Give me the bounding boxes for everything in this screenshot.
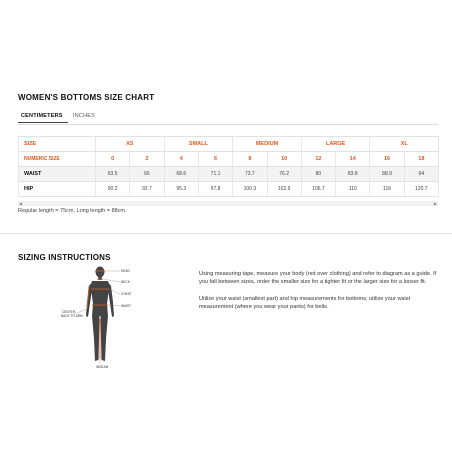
instructions-paragraph: Utilize your waist (smallest part) and hip measurements for bottoms; utilize your waist measurement (where you wear your pants) for belts. (199, 295, 411, 310)
figure-right-leg (101, 316, 109, 361)
figure-label-inseam: INSEAM (96, 365, 109, 369)
figure-right-arm (108, 282, 114, 317)
hip-row (19, 182, 439, 197)
hip-cell: 106.7 (301, 182, 335, 197)
hip-cell: 100.3 (233, 182, 267, 197)
hip-cell: 102.9 (267, 182, 301, 197)
numeric-size-label: NUMERIC SIZE (19, 152, 96, 167)
hip-cell: 116 (370, 182, 404, 197)
numeric-size-cell: 18 (404, 152, 438, 167)
size-xl: XL (370, 137, 439, 152)
waist-cell: 73.7 (233, 167, 267, 182)
waist-cell: 94 (404, 167, 438, 182)
section-divider (0, 233, 452, 234)
figure-label-waist: WAIST (121, 304, 131, 309)
size-header-label: SIZE (19, 137, 96, 152)
tab-centimeters[interactable]: CENTIMETERS (18, 111, 68, 123)
figure-label-center-back-2: BACK TO ARM (61, 314, 83, 318)
size-table (18, 136, 439, 197)
size-table-container (18, 136, 438, 197)
measurement-diagram (60, 264, 170, 374)
numeric-size-cell: 4 (164, 152, 198, 167)
figure-label-neck: NECK (121, 280, 130, 285)
waist-row (19, 167, 439, 182)
numeric-size-cell: 6 (198, 152, 232, 167)
hip-cell: 90.2 (96, 182, 130, 197)
figure-torso (91, 281, 109, 316)
numeric-size-cell: 16 (370, 152, 404, 167)
waist-cell: 88.9 (370, 167, 404, 182)
table-horizontal-scrollbar[interactable] (18, 201, 438, 206)
hip-cell: 97.8 (198, 182, 232, 197)
instructions-paragraph: Using measuring tape, measure your body (not over clothing) and refer to diagram as a guide. If you fall between sizes, order the smaller size for a tighter fit or the larger size for a looser fit. (199, 271, 437, 286)
waist-cell: 66 (130, 167, 164, 182)
waist-cell: 76.2 (267, 167, 301, 182)
waist-cell: 71.1 (198, 167, 232, 182)
tabs-divider (18, 124, 438, 125)
numeric-size-row (19, 152, 439, 167)
hip-cell: 95.3 (164, 182, 198, 197)
sizing-instructions-title: SIZING INSTRUCTIONS (18, 253, 111, 262)
size-large: LARGE (301, 137, 370, 152)
scroll-right-arrow-icon[interactable]: ▶ (433, 201, 437, 206)
numeric-size-cell: 10 (267, 152, 301, 167)
hip-cell: 110 (336, 182, 370, 197)
numeric-size-cell: 8 (233, 152, 267, 167)
numeric-size-cell: 0 (96, 152, 130, 167)
figure-label-head: HEAD (121, 269, 130, 274)
numeric-size-cell: 2 (130, 152, 164, 167)
figure-neck (98, 277, 101, 280)
waist-cell: 68.6 (164, 167, 198, 182)
tab-inches[interactable]: INCHES (73, 113, 95, 119)
hip-label: HIP (19, 182, 96, 197)
size-header-row (19, 137, 439, 152)
figure-left-leg (92, 316, 100, 361)
waist-cell: 63.5 (96, 167, 130, 182)
hip-cell: 120.7 (404, 182, 438, 197)
hip-cell: 92.7 (130, 182, 164, 197)
numeric-size-cell: 14 (336, 152, 370, 167)
waist-cell: 83.8 (336, 167, 370, 182)
size-small: SMALL (164, 137, 233, 152)
sizing-instructions-text (199, 270, 439, 319)
figure-label-center-back: CENTER (62, 310, 76, 314)
size-xs: XS (96, 137, 165, 152)
waist-cell: 80 (301, 167, 335, 182)
length-note: Regular length = 75cm, Long length = 88cm. (18, 208, 127, 214)
waist-label: WAIST (19, 167, 96, 182)
scroll-left-arrow-icon[interactable]: ◀ (19, 201, 23, 206)
figure-head (96, 267, 105, 278)
size-medium: MEDIUM (233, 137, 302, 152)
figure-label-chest: CHEST (121, 292, 132, 297)
numeric-size-cell: 12 (301, 152, 335, 167)
size-chart-title: WOMEN'S BOTTOMS SIZE CHART (18, 93, 155, 102)
